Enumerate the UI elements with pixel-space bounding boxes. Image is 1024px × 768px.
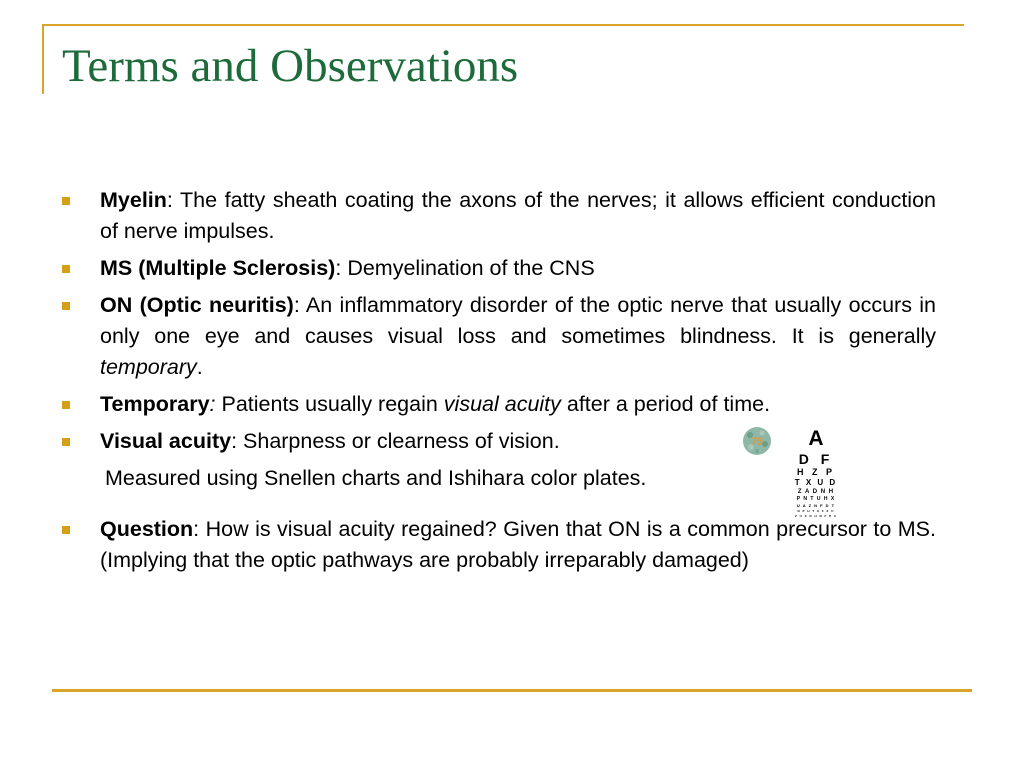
snellen-row: D F — [798, 451, 834, 467]
top-rule-end — [962, 24, 964, 26]
term-label: MS (Multiple Sclerosis) — [100, 256, 336, 280]
bottom-rule — [52, 689, 972, 692]
snellen-row: N P H T A F X U — [797, 509, 835, 513]
bullet-optic-neuritis — [62, 290, 936, 383]
bullet-marker — [62, 438, 70, 446]
bullet-marker — [62, 302, 70, 310]
left-rule — [42, 24, 44, 94]
term-label: Question — [100, 517, 194, 541]
term-label: Visual acuity — [100, 429, 232, 453]
snellen-chart-icon — [792, 428, 840, 528]
term-label: Myelin — [100, 188, 167, 212]
definition-text: Patients usually regain — [215, 392, 444, 416]
bullet-temporary — [62, 389, 936, 420]
bullet-marker — [62, 197, 70, 205]
term-label: Temporary — [100, 392, 210, 416]
snellen-row: H Z P — [796, 467, 835, 477]
top-rule — [42, 24, 964, 26]
snellen-row: T X U D — [794, 478, 838, 487]
emphasis-text: visual acuity — [443, 392, 561, 416]
term-separator: : — [166, 188, 181, 212]
snellen-row: Z A D N H — [797, 489, 835, 495]
bullet-marker — [62, 265, 70, 273]
term-separator: : — [335, 256, 348, 280]
definition-tail: . — [196, 355, 203, 379]
bullet-marker — [62, 526, 70, 534]
bullet-myelin — [62, 185, 936, 247]
term-separator: : — [293, 293, 306, 317]
snellen-row: A — [808, 427, 824, 450]
visual-acuity-subtext: Measured using Snellen charts and Ishihara color plates. — [105, 466, 647, 490]
definition-tail: after a period of time. — [560, 392, 771, 416]
snellen-row: P N T U H X — [796, 496, 836, 502]
term-separator: : — [193, 517, 206, 541]
bullet-marker — [62, 401, 70, 409]
snellen-row: Z U X D H N F P A — [794, 514, 837, 518]
ishihara-plate-label: 75 — [750, 436, 764, 448]
definition-text: How is visual acuity regained? Given that ON is a common precursor to MS. (Implying that the optic pathways are probably irreparably damaged) — [100, 517, 937, 572]
term-separator: : — [231, 429, 244, 453]
slide-title: Terms and Observations — [62, 40, 519, 92]
term-separator: : — [209, 392, 216, 416]
definition-text: An inflammatory disorder of the optic nerve that usually occurs in only one eye and causes visual loss and sometimes blindness. It is generally — [100, 293, 936, 348]
ishihara-plate-icon — [742, 426, 772, 456]
definition-text: Sharpness or clearness of vision. — [243, 429, 560, 453]
term-label: ON (Optic neuritis) — [100, 293, 294, 317]
definition-text: Demyelination of the CNS — [347, 256, 595, 280]
bullet-ms — [62, 253, 936, 284]
emphasis-text: temporary — [100, 355, 197, 379]
definition-text: The fatty sheath coating the axons of the nerves; it allows efficient conduction of nerve impulses. — [100, 188, 936, 243]
snellen-row: U A Z N F D T — [796, 503, 836, 508]
